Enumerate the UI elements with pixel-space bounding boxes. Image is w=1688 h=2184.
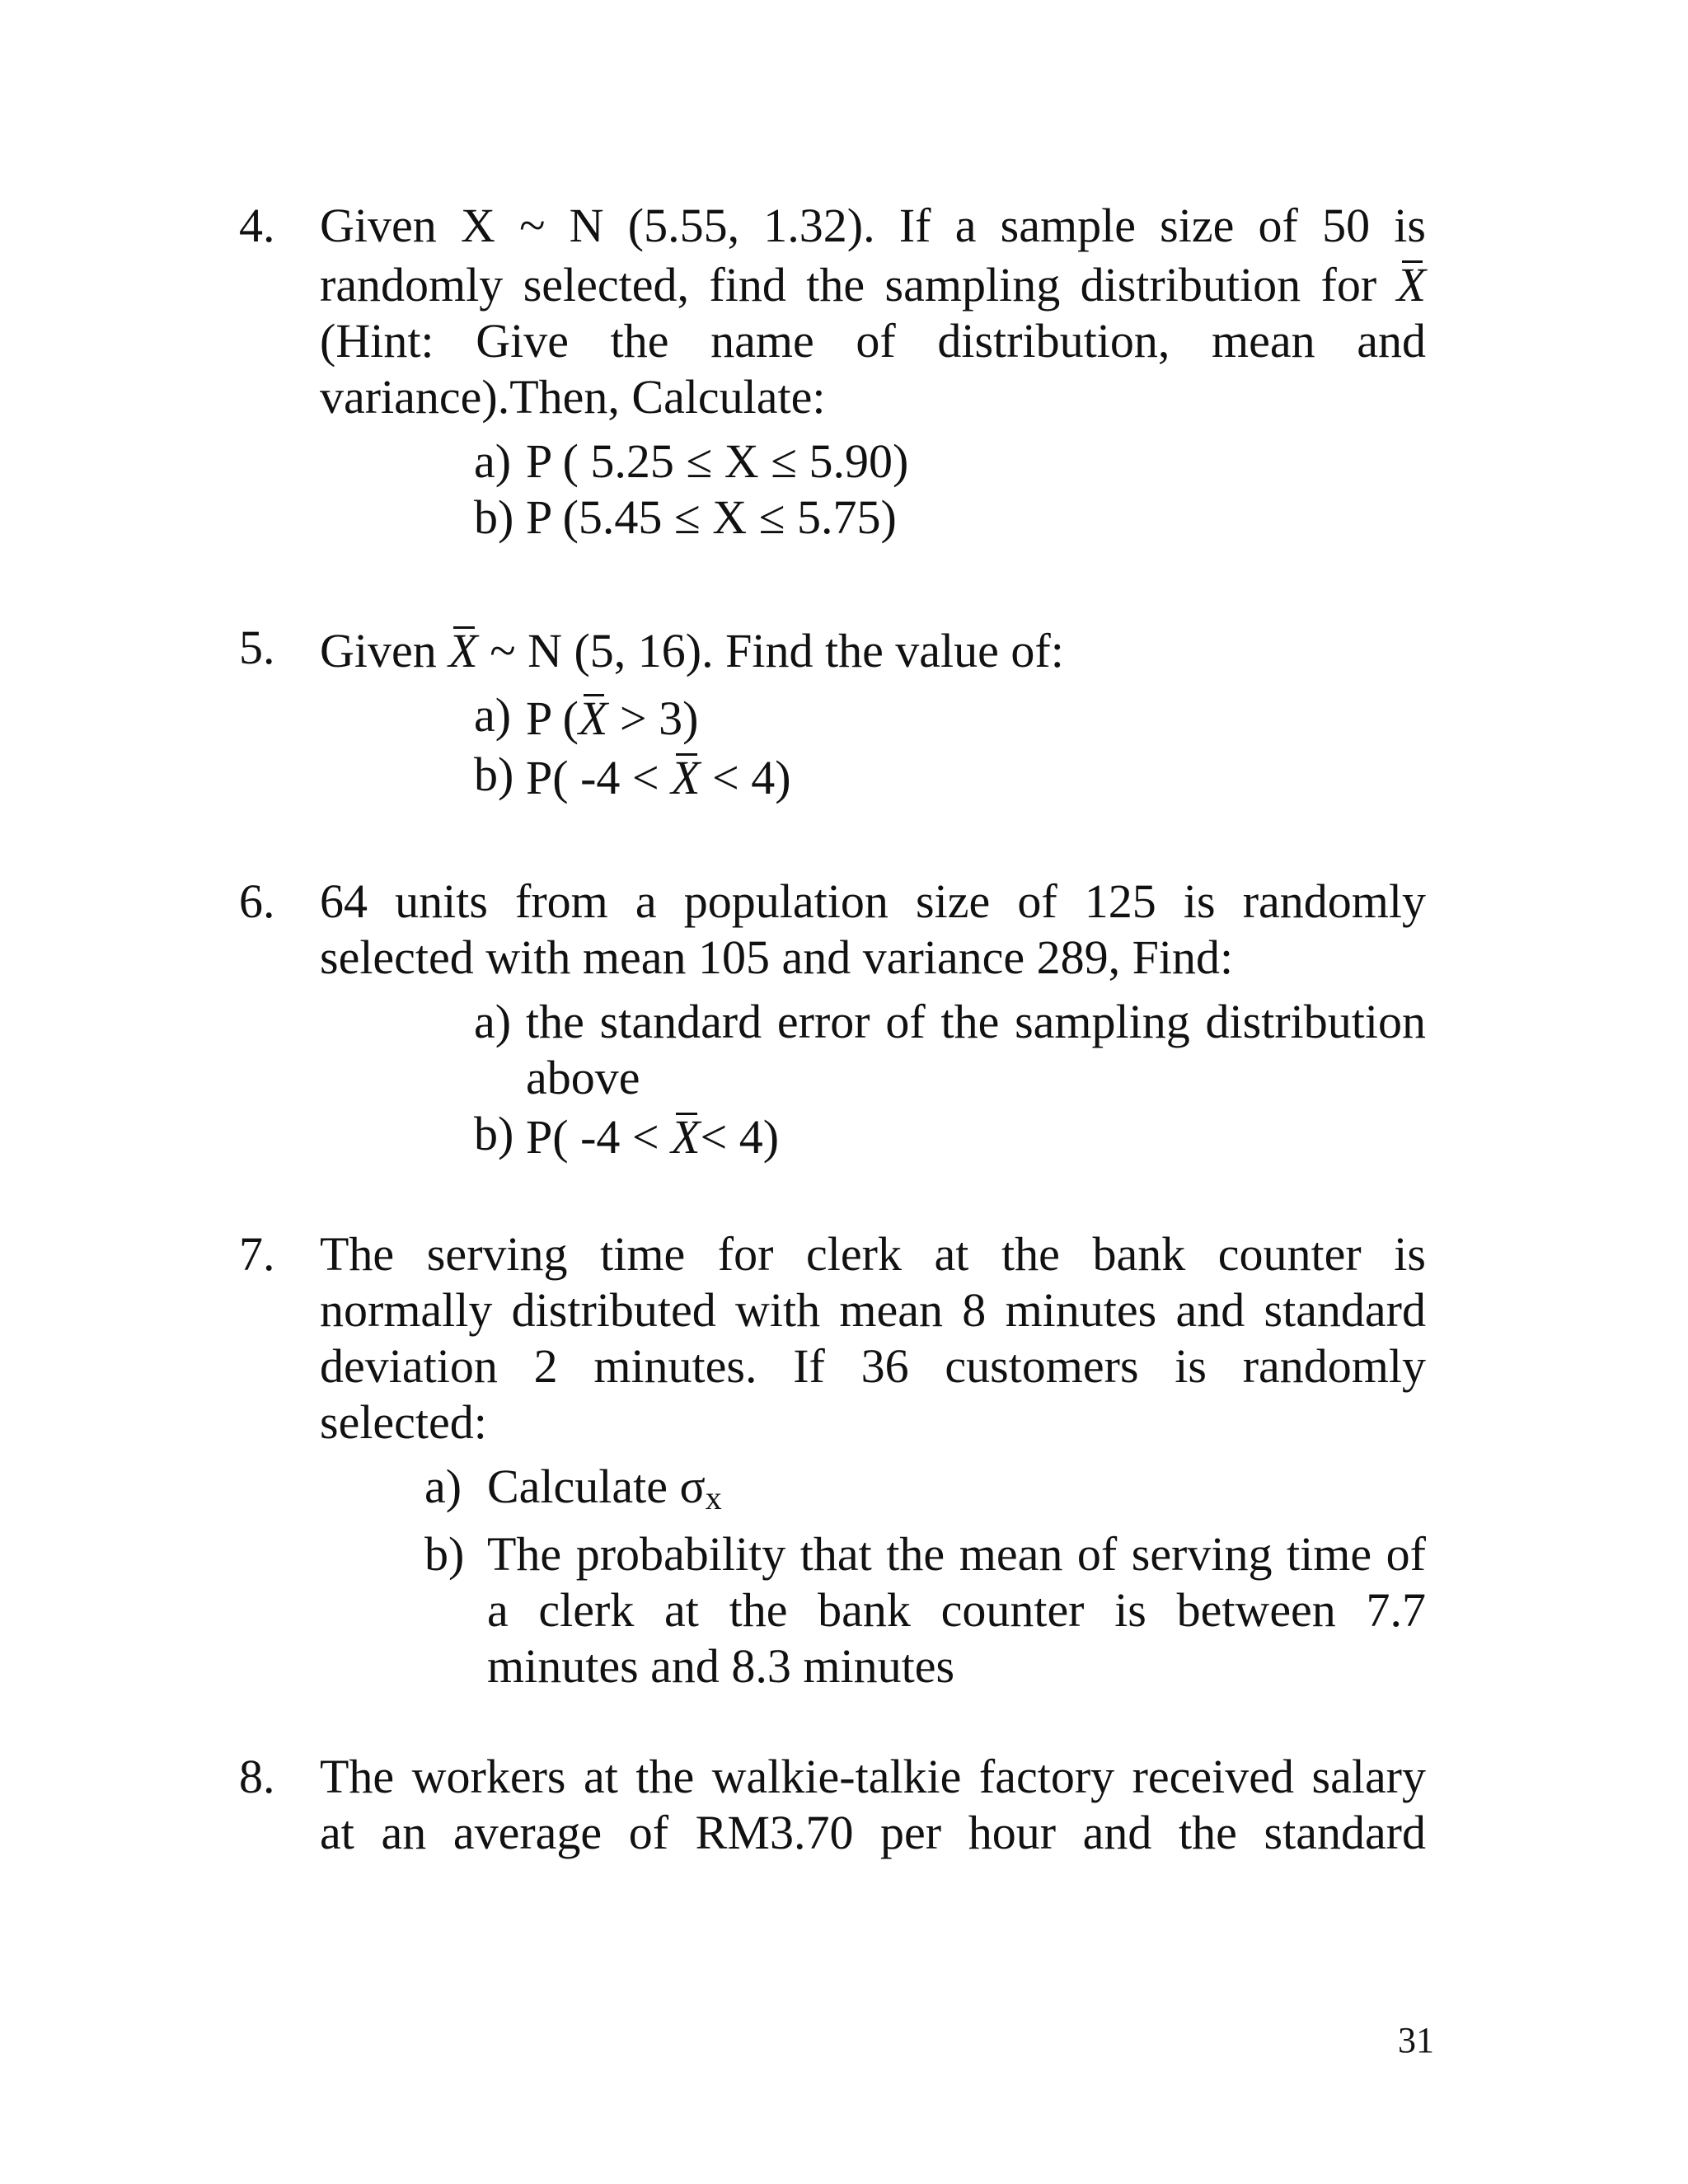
sigma-symbol: σ <box>679 1460 706 1513</box>
question-line: selected with mean 105 and variance 289, Find: <box>320 930 1234 984</box>
sub-question-label: a) <box>474 995 512 1048</box>
sub-question-label: a) <box>474 434 512 488</box>
question-line: 64 units from a population size of 125 is randomly <box>320 874 1426 928</box>
expression-end: < 4) <box>700 751 791 804</box>
question-8 <box>239 1749 1426 1861</box>
sub-question-text: The probability that the mean of serving time of a clerk at the bank counter is between 7.7 minutes and 8.3 minutes <box>487 1527 1426 1693</box>
sub-question-a <box>474 434 1426 490</box>
x-bar-symbol: X <box>671 747 700 806</box>
question-line: variance).Then, Calculate: <box>320 370 826 424</box>
sub-question-label: b) <box>474 490 514 544</box>
sub-question-b <box>424 1526 1426 1694</box>
sub-question-a <box>474 687 1426 747</box>
question-line <box>320 254 1426 313</box>
question-6 <box>239 874 1426 1165</box>
x-bar-symbol: X <box>448 620 477 679</box>
question-line: Given X ~ N (5.55, 1.32). If a sample size of 50 is <box>320 199 1426 252</box>
question-body <box>320 1226 1426 1694</box>
sub-question-label: a) <box>474 688 512 742</box>
question-line: at an average of RM3.70 per hour and the standard <box>320 1806 1426 1859</box>
question-line: (Hint: Give the name of distribution, mean and <box>320 314 1426 368</box>
sub-questions <box>474 434 1426 546</box>
question-body <box>320 1749 1426 1861</box>
sub-question-label: b) <box>474 748 514 801</box>
question-line <box>320 620 1426 679</box>
question-line-text: randomly selected, find the sampling distribution for <box>320 258 1397 312</box>
x-bar-symbol: X <box>1397 254 1426 313</box>
question-line-text: ~ N (5, 16). Find the value of: <box>477 624 1064 677</box>
expression-start: P( -4 < <box>526 1110 672 1164</box>
sub-questions <box>424 1459 1426 1694</box>
question-line: The serving time for clerk at the bank counter is <box>320 1227 1426 1281</box>
question-7 <box>239 1226 1426 1694</box>
question-line: selected: <box>320 1395 487 1449</box>
x-bar-symbol: X <box>579 687 607 747</box>
expression-end: > 3) <box>607 691 699 745</box>
sub-question-label: a) <box>424 1460 462 1513</box>
question-line: The workers at the walkie-talkie factory received salary <box>320 1750 1426 1803</box>
sub-question-a <box>474 994 1426 1106</box>
sub-question-text: P ( 5.25 ≤ X ≤ 5.90) <box>526 434 909 488</box>
sub-questions <box>474 994 1426 1165</box>
question-number: 7. <box>239 1227 275 1281</box>
expression-start: P( -4 < <box>526 751 672 804</box>
question-line: normally distributed with mean 8 minutes and standard <box>320 1283 1426 1337</box>
question-body <box>320 620 1426 806</box>
sub-questions <box>474 687 1426 806</box>
sigma-subscript: x <box>705 1479 722 1516</box>
sub-question-text <box>487 1459 1426 1526</box>
sub-question-text: P (5.45 ≤ X ≤ 5.75) <box>526 490 897 544</box>
question-body <box>320 874 1426 1165</box>
x-bar-symbol: X <box>671 1106 700 1165</box>
question-5 <box>239 620 1426 806</box>
expression-start: P ( <box>526 691 579 745</box>
sub-question-text-start: Calculate <box>487 1460 680 1513</box>
sub-question-text <box>526 687 1426 747</box>
question-number: 6. <box>239 874 275 928</box>
sub-question-label: b) <box>424 1527 465 1581</box>
page-number: 31 <box>1398 2020 1434 2060</box>
sub-question-b <box>474 490 1426 546</box>
sub-question-text: the standard error of the sampling distribution above <box>526 995 1426 1104</box>
question-body <box>320 198 1426 546</box>
sub-question-text <box>526 1106 1426 1165</box>
question-number: 4. <box>239 199 275 252</box>
question-number: 5. <box>239 621 275 674</box>
sub-question-b <box>474 1106 1426 1165</box>
sub-question-text <box>526 747 1426 806</box>
sub-question-a <box>424 1459 1426 1526</box>
question-number: 8. <box>239 1750 275 1803</box>
sub-question-label: b) <box>474 1107 514 1160</box>
expression-end: < 4) <box>700 1110 780 1164</box>
question-line: deviation 2 minutes. If 36 customers is randomly <box>320 1339 1426 1393</box>
question-line-text: Given <box>320 624 449 677</box>
question-4 <box>239 198 1426 546</box>
sub-question-b <box>474 747 1426 806</box>
